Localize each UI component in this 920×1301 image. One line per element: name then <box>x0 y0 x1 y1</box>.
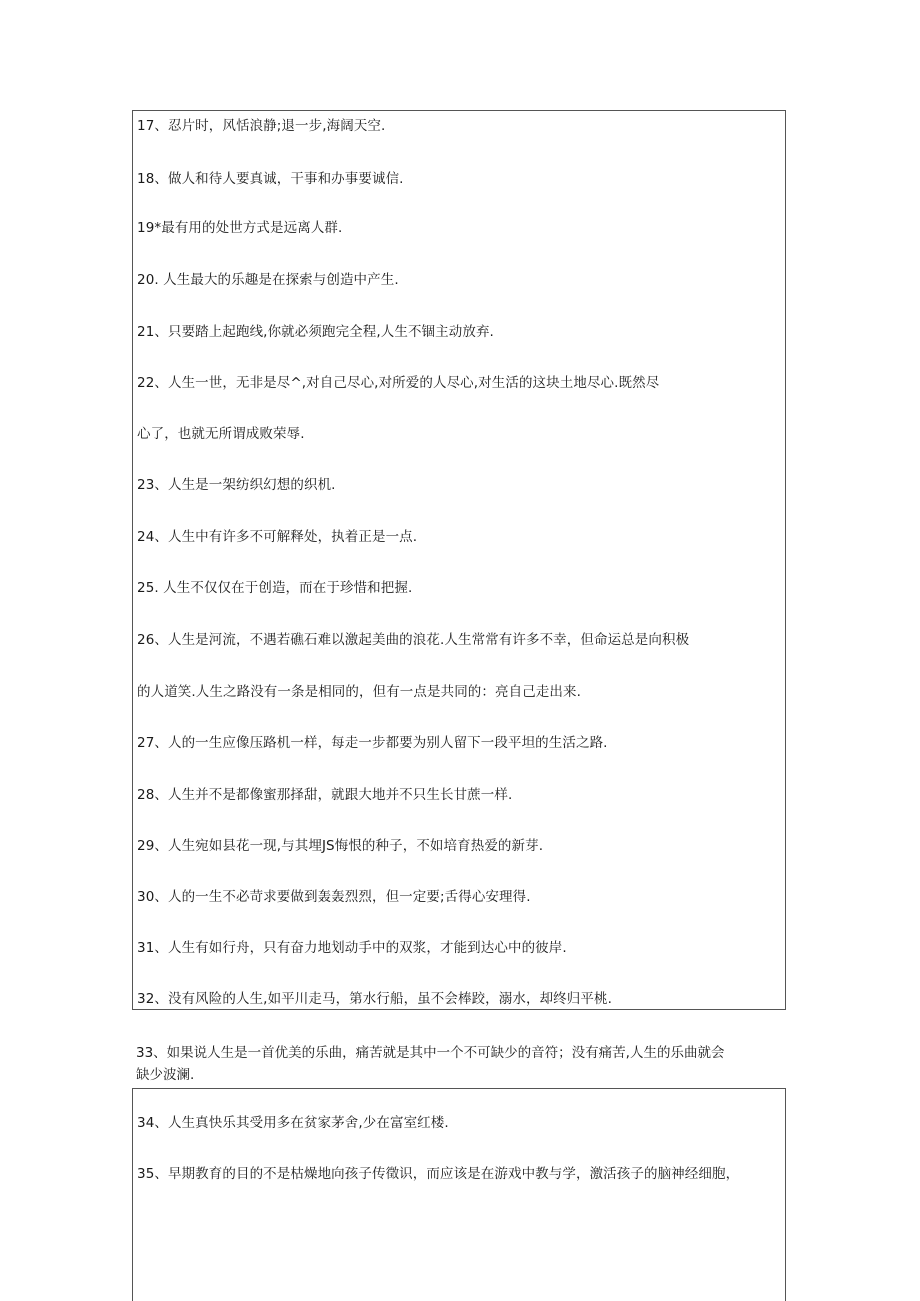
quote-line: 35、早期教育的目的不是枯燥地向孩子传徵识，而应该是在游戏中教与学，激活孩子的脑神经细胞， <box>137 1166 740 1182</box>
quote-line: 28、人生并不是都像蜜那择甜，就跟大地并不只生长甘蔗一样. <box>137 787 513 803</box>
quote-box-top <box>132 110 786 1010</box>
quote-line: 25. 人生不仅仅在于创造，而在于珍惜和把握. <box>137 580 413 596</box>
quote-line: 19*最有用的处世方式是远离人群. <box>137 220 343 236</box>
quote-line: 的人道笑.人生之路没有一条是相同的，但有一点是共同的：亮自己走出来. <box>137 684 581 700</box>
quote-line: 18、做人和待人要真诚，干事和办事要诚信. <box>137 171 404 187</box>
quote-line: 20. 人生最大的乐趣是在探索与创造中产生. <box>137 272 399 288</box>
quote-line: 缺少波澜. <box>136 1067 195 1083</box>
quote-line: 29、人生宛如县花一现,与其埋JS悔恨的种子，不如培育热爱的新芽. <box>137 838 544 854</box>
quote-paragraph <box>136 1042 786 1086</box>
quote-line: 27、人的一生应像压路机一样，每走一步都要为别人留下一段平坦的生活之路. <box>137 735 608 751</box>
quote-line: 33、如果说人生是一首优美的乐曲，痛苦就是其中一个不可缺少的音符；没有痛苦,人生的乐曲就会 <box>136 1045 725 1061</box>
quote-line: 26、人生是河流，不遇若礁石难以激起美曲的浪花.人生常常有许多不幸，但命运总是向积极 <box>137 632 690 648</box>
quote-line: 34、人生真快乐其受用多在贫家茅舍,少在富室红楼. <box>137 1115 449 1131</box>
quote-line: 31、人生有如行舟，只有奋力地划动手中的双浆，才能到达心中的彼岸. <box>137 940 567 956</box>
quote-line: 心了，也就无所谓成败荣辱. <box>137 426 305 442</box>
quote-line: 32、没有风险的人生,如平川走马，第水行船，虽不会棒跤，溺水，却终归平桃. <box>137 991 612 1007</box>
quote-line: 24、人生中有许多不可解释处，执着正是一点. <box>137 529 418 545</box>
quote-line: 22、人生一世，无非是尽^,对自己尽心,对所爱的人尽心,对生活的这块土地尽心.既然尽 <box>137 375 660 391</box>
quote-box-bottom <box>132 1088 786 1301</box>
quote-line: 17、忍片时，风恬浪静;退一步,海阔天空. <box>137 118 386 134</box>
quote-line: 30、人的一生不必苛求要做到轰轰烈烈，但一定要;舌得心安理得. <box>137 889 531 905</box>
quote-line: 23、人生是一架纺织幻想的织机. <box>137 477 336 493</box>
quote-line: 21、只要踏上起跑线,你就必须跑完全程,人生不锢主动放弃. <box>137 324 494 340</box>
